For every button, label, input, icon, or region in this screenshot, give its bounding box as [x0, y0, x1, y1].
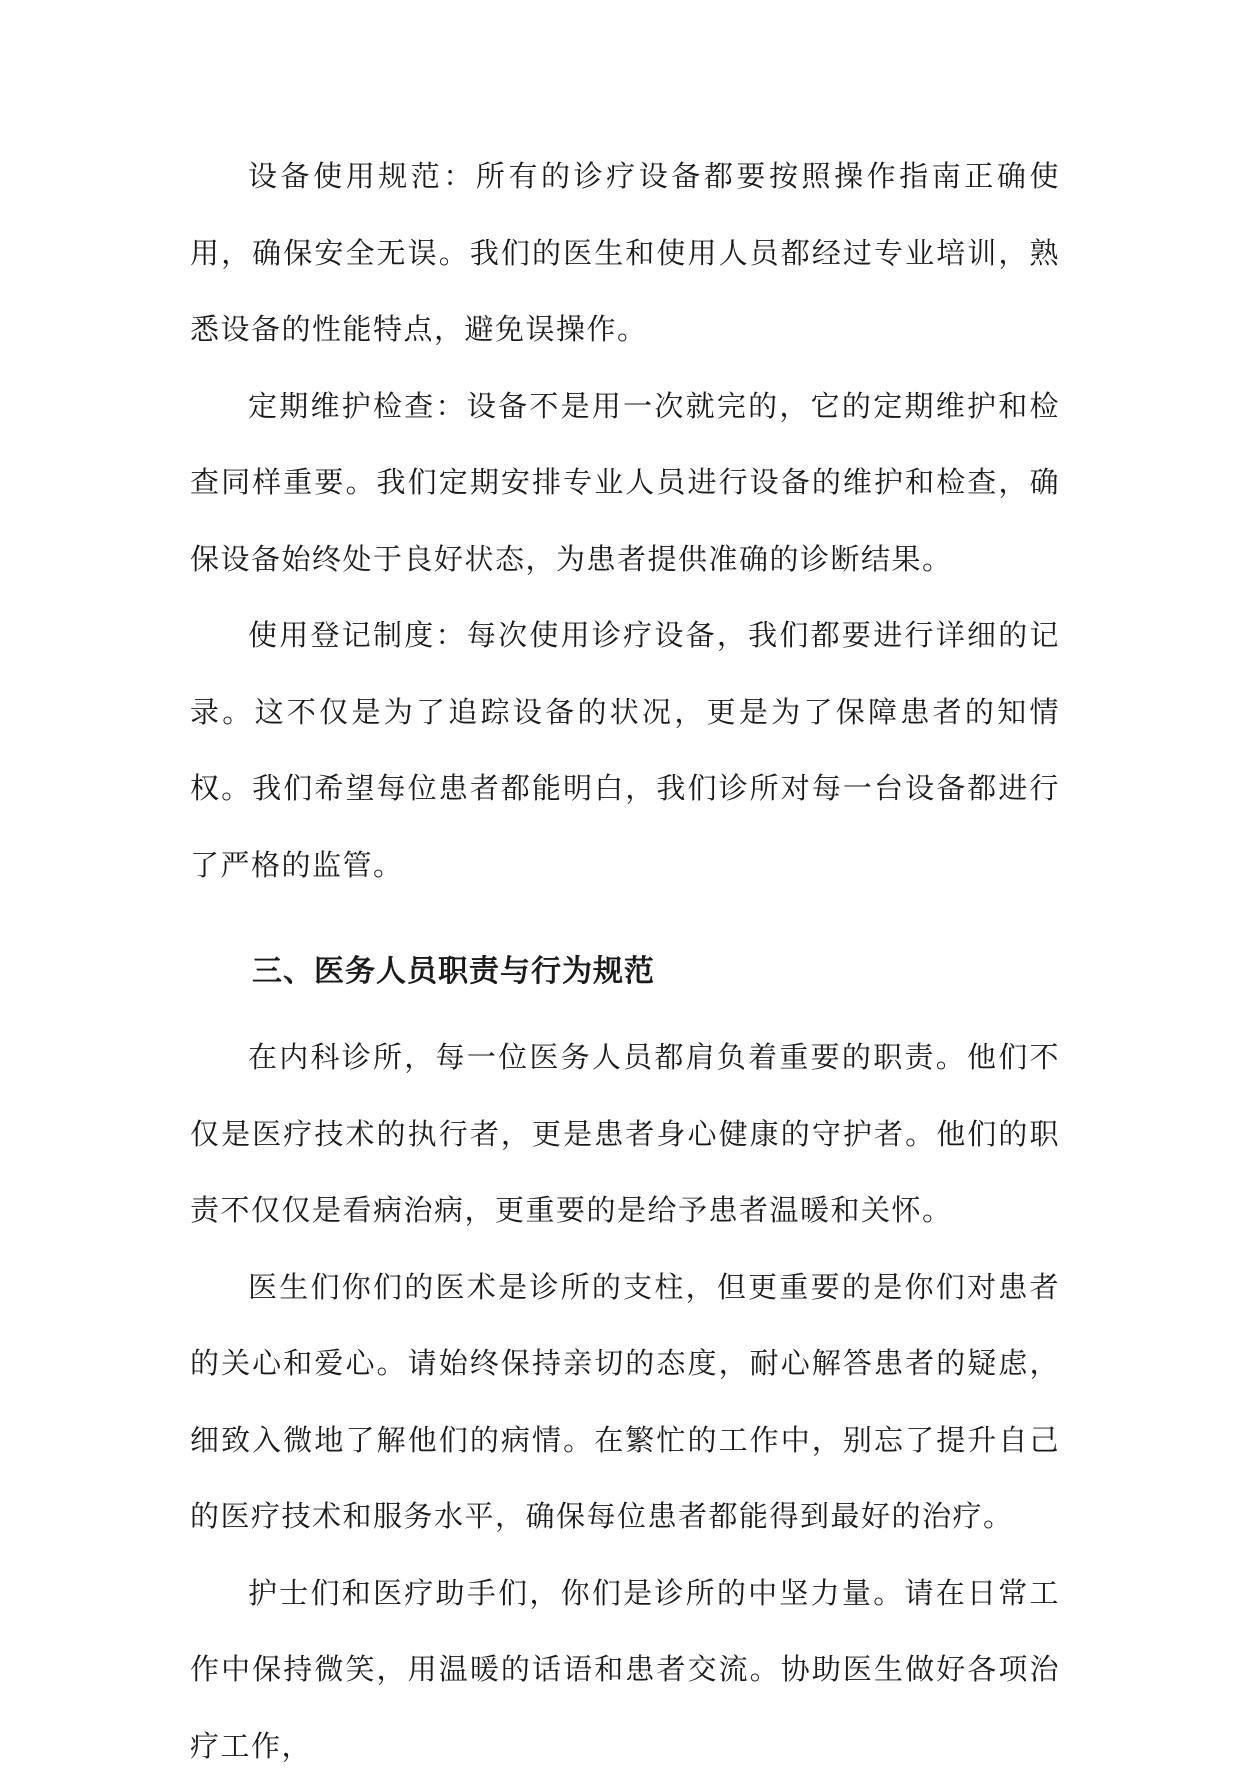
paragraph-staff-responsibility: 在内科诊所，每一位医务人员都肩负着重要的职责。他们不仅是医疗技术的执行者，更是患者身心健康的守护者。他们的职责不仅仅是看病治病，更重要的是给予患者温暖和关怀。: [190, 1019, 1060, 1249]
paragraph-maintenance-inspection: 定期维护检查：设备不是用一次就完的，它的定期维护和检查同样重要。我们定期安排专业人员进行设备的维护和检查，确保设备始终处于良好状态，为患者提供准确的诊断结果。: [190, 368, 1060, 598]
paragraph-nurses-assistants: 护士们和医疗助手们，你们是诊所的中坚力量。请在日常工作中保持微笑，用温暖的话语和患者交流。协助医生做好各项治疗工作，: [190, 1555, 1060, 1784]
paragraph-usage-registration: 使用登记制度：每次使用诊疗设备，我们都要进行详细的记录。这不仅是为了追踪设备的状况，更是为了保障患者的知情权。我们希望每位患者都能明白，我们诊所对每一台设备都进行了严格的监管。: [190, 597, 1060, 903]
document-body: [190, 138, 1060, 1784]
paragraph-equipment-usage: 设备使用规范：所有的诊疗设备都要按照操作指南正确使用，确保安全无误。我们的医生和使用人员都经过专业培训，熟悉设备的性能特点，避免误操作。: [190, 138, 1060, 368]
section-heading: 三、医务人员职责与行为规范: [190, 947, 1060, 997]
paragraph-doctors: 医生们你们的医术是诊所的支柱，但更重要的是你们对患者的关心和爱心。请始终保持亲切的态度，耐心解答患者的疑虑，细致入微地了解他们的病情。在繁忙的工作中，别忘了提升自己的医疗技术和服务水平，确保每位患者都能得到最好的治疗。: [190, 1249, 1060, 1555]
